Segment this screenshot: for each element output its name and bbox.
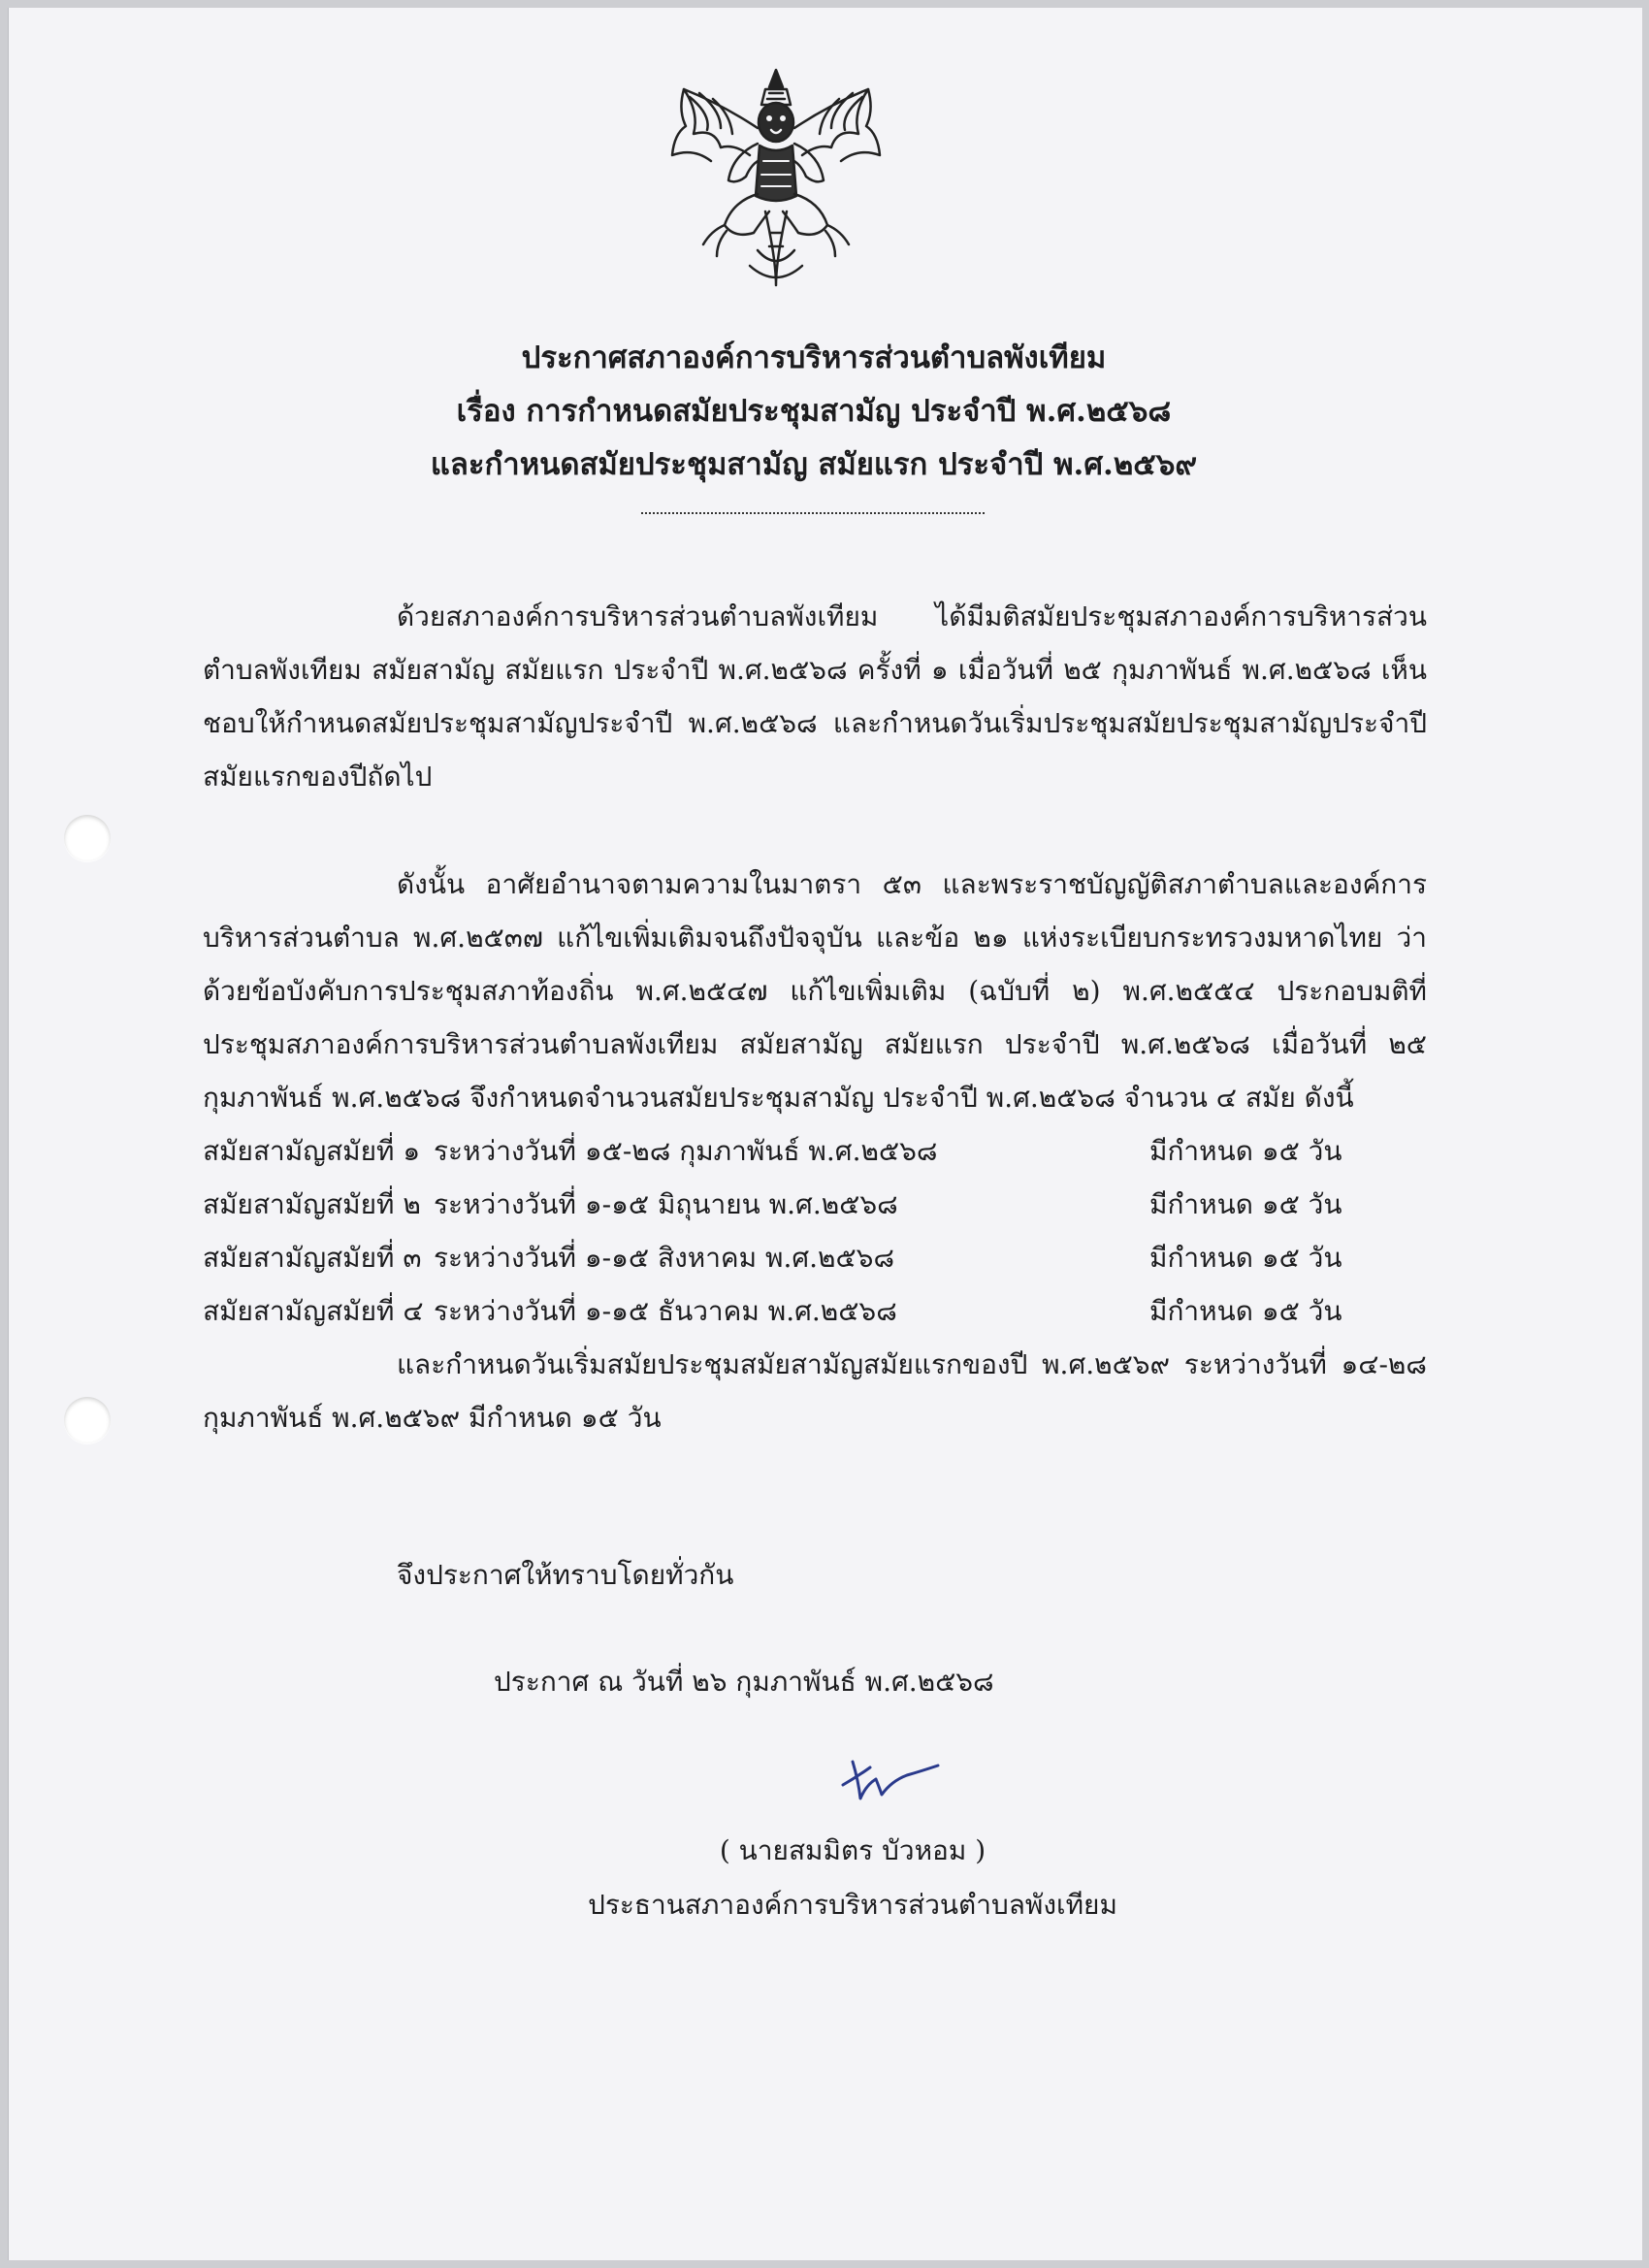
garuda-emblem-icon xyxy=(664,66,888,293)
schedule-period: ระหว่างวันที่ ๑-๑๕ มิถุนายน พ.ศ.๒๕๖๘ xyxy=(434,1188,898,1220)
schedule-duration: มีกำหนด ๑๕ วัน xyxy=(1149,1188,1342,1220)
heading-subject-continued: และกำหนดสมัยประชุมสามัญ สมัยแรก ประจำปี พ.ศ.๒๕๖๙ xyxy=(430,447,1198,482)
heading-subject: เรื่อง การกำหนดสมัยประชุมสามัญ ประจำปี พ.ศ.๒๕๖๘ xyxy=(456,394,1172,429)
body-section-2 xyxy=(203,858,1427,1444)
paragraph-3: และกำหนดวันเริ่มสมัยประชุมสมัยสามัญสมัยแรกของปี พ.ศ.๒๕๖๙ ระหว่างวันที่ ๑๔-๒๘ กุมภาพันธ์ พ.ศ.๒๕๖๙ มีกำหนด ๑๕ วัน xyxy=(203,1348,1427,1434)
punch-hole xyxy=(64,1397,111,1443)
schedule-duration: มีกำหนด ๑๕ วัน xyxy=(1149,1295,1342,1327)
announcement-date: ประกาศ ณ วันที่ ๒๖ กุมภาพันธ์ พ.ศ.๒๕๖๘ xyxy=(494,1666,994,1698)
dotted-separator xyxy=(641,512,985,514)
schedule-period: ระหว่างวันที่ ๑๕-๒๘ กุมภาพันธ์ พ.ศ.๒๕๖๘ xyxy=(434,1135,938,1167)
schedule-period: ระหว่างวันที่ ๑-๑๕ ธันวาคม พ.ศ.๒๕๖๘ xyxy=(434,1295,897,1327)
paragraph-2: ดังนั้น อาศัยอำนาจตามความในมาตรา ๕๓ และพระราชบัญญัติสภาตำบลและองค์การบริหารส่วนตำบล พ.ศ.๒๕๓๗ แก้ไขเพิ่มเติมจนถึงปัจจุบัน และข้อ ๒๑ แห่งระเบียบกระทรวงมหาดไทย ว่าด้วยข้อบังคับการประชุมสภาท้องถิ่น พ.ศ.๒๕๔๗ แก้ไขเพิ่มเติม (ฉบับที่ ๒) พ.ศ.๒๕๕๔ ประกอบมติที่ประชุมสภาองค์การบริหารส่วนตำบลพังเทียม สมัยสามัญ สมัยแรก ประจำปี พ.ศ.๒๕๖๘ เมื่อวันที่ ๒๕ กุมภาพันธ์ พ.ศ.๒๕๖๘ จึงกำหนดจำนวนสมัยประชุมสามัญ ประจำปี พ.ศ.๒๕๖๘ จำนวน ๔ สมัย ดังนี้ xyxy=(203,868,1427,1114)
schedule-session: สมัยสามัญสมัยที่ ๓ xyxy=(203,1242,422,1274)
schedule-session: สมัยสามัญสมัยที่ ๑ xyxy=(203,1135,421,1167)
schedule-duration: มีกำหนด ๑๕ วัน xyxy=(1149,1242,1342,1274)
heading-title: ประกาศสภาองค์การบริหารส่วนตำบลพังเทียม xyxy=(521,340,1107,375)
schedule-row xyxy=(9,1124,1427,1178)
schedule-period: ระหว่างวันที่ ๑-๑๕ สิงหาคม พ.ศ.๒๕๖๘ xyxy=(434,1242,895,1274)
document-page xyxy=(8,8,1642,2260)
body-section-1 xyxy=(203,590,1427,803)
schedule-session: สมัยสามัญสมัยที่ ๔ xyxy=(203,1295,424,1327)
schedule-session: สมัยสามัญสมัยที่ ๒ xyxy=(203,1188,421,1220)
schedule-row xyxy=(9,1284,1427,1338)
schedule-row xyxy=(9,1178,1427,1231)
signature xyxy=(837,1756,944,1806)
announcement-heading xyxy=(203,332,1425,492)
schedule-duration: มีกำหนด ๑๕ วัน xyxy=(1149,1135,1342,1167)
signatory-name: ( นายสมมิตร บัวหอม ) xyxy=(719,1834,986,1866)
session-schedule xyxy=(9,1124,1427,1338)
closing-announcement: จึงประกาศให้ทราบโดยทั่วกัน xyxy=(397,1559,734,1591)
schedule-row xyxy=(9,1231,1427,1284)
punch-hole xyxy=(64,815,111,861)
paragraph-1: ด้วยสภาองค์การบริหารส่วนตำบลพังเทียม ได้มีมติสมัยประชุมสภาองค์การบริหารส่วนตำบลพังเทียม สมัยสามัญ สมัยแรก ประจำปี พ.ศ.๒๕๖๘ ครั้งที่ ๑ เมื่อวันที่ ๒๕ กุมภาพันธ์ พ.ศ.๒๕๖๘ เห็นชอบให้กำหนดสมัยประชุมสามัญประจำปี พ.ศ.๒๕๖๘ และกำหนดวันเริ่มประชุมสมัยประชุมสามัญประจำปี สมัยแรกของปีถัดไป xyxy=(203,600,1427,793)
signatory-position: ประธานสภาองค์การบริหารส่วนตำบลพังเทียม xyxy=(588,1889,1117,1921)
